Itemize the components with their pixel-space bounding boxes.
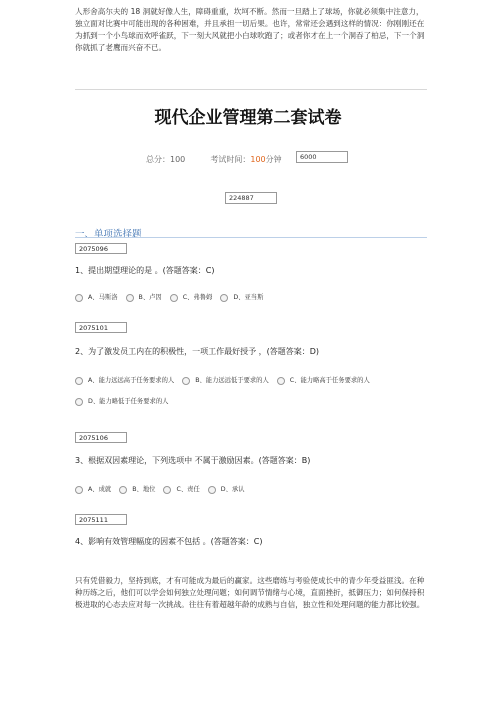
option-d[interactable] [75,396,168,408]
question-id-field[interactable]: 2075096 [75,243,127,254]
time-unit: 分钟 [265,155,282,164]
option-c[interactable] [170,292,213,304]
question-text: 4、影响有效管理幅度的因素不包括 。(答题答案：C) [75,537,263,546]
option-d[interactable] [208,484,245,496]
question-text: 3、根据双因素理论，下列选项中 不属于激励因素。(答题答案：B) [75,456,311,465]
radio-icon[interactable] [182,377,190,385]
option-label: B、地位 [132,486,156,493]
exam-info [146,154,282,165]
time-label: 考试时间： [210,155,251,164]
total-label: 总分： [146,155,170,164]
option-label: D、承认 [220,486,245,493]
radio-icon[interactable] [119,486,127,494]
option-label: C、能力略高于任务要求的人 [289,377,370,384]
paper-id-field[interactable]: 224887 [225,192,277,204]
option-d[interactable] [220,292,263,304]
radio-icon[interactable] [75,377,83,385]
time-value: 100 [250,155,266,164]
option-label: C、责任 [176,486,200,493]
option-b[interactable] [119,484,155,496]
radio-icon[interactable] [170,294,178,302]
radio-icon[interactable] [75,398,83,406]
intro-paragraph: 人形舍高尔夫的 18 洞就好像人生，障碍重重，坎坷不断。然而一旦踏上了球场，你就必须集中注意力，独立面对比赛中可能出现的各种困难，并且承担一切后果。也许，常常还会遇到这样的情况：你刚刚还在为抓到一个小鸟球而欢呼雀跃，下一刻大风就把小白球吹跑了；或者你才在上一个洞吞了柏忌，下一个洞你就抓了老鹰而兴奋不已。 [75,7,425,52]
option-b[interactable] [182,375,269,387]
option-label: B、能力远远低于要求的人 [195,377,269,384]
question-id-field[interactable]: 2075106 [75,432,127,443]
option-c[interactable] [163,484,199,496]
question-options [75,484,251,496]
option-label: D、亚当斯 [233,294,264,301]
radio-icon[interactable] [220,294,228,302]
question-options [75,292,269,304]
radio-icon[interactable] [75,294,83,302]
option-label: B、卢因 [138,294,162,301]
outro-paragraph: 只有凭借毅力，坚持到底，才有可能成为最后的赢家。这些磨练与考验使成长中的青少年受益匪浅。在种种历练之后，他们可以学会如何独立处理问题；如何调节情绪与心境，直面挫折，抵御压力；如何保持积极进取的心态去应对每一次挑战。往往有着超越年龄的成熟与自信，独立性和处理问题的能力都比较强。 [75,576,425,609]
radio-icon[interactable] [208,486,216,494]
option-c[interactable] [277,375,370,387]
question-id-field[interactable]: 2075101 [75,322,127,333]
option-b[interactable] [126,292,162,304]
exam-title: 现代企业管理第二套试卷 [154,108,342,128]
time-field[interactable]: 6000 [296,151,348,163]
radio-icon[interactable] [75,486,83,494]
question-text: 1、提出期望理论的是 。(答题答案：C) [75,266,215,275]
option-label: A、马斯洛 [88,294,118,301]
question-text: 2、为了激发员工内在的积极性，一项工作最好授予 ，(答题答案：D) [75,347,320,356]
question-options [75,375,376,408]
total-value: 100 [170,155,186,164]
option-label: A、成就 [88,486,112,493]
option-label: A、能力远远高于任务要求的人 [88,377,175,384]
option-a[interactable] [75,292,118,304]
option-a[interactable] [75,375,174,387]
option-label: C、弗鲁姆 [182,294,213,301]
radio-icon[interactable] [277,377,285,385]
section-divider [75,237,427,238]
option-label: D、能力略低于任务要求的人 [88,398,169,405]
option-a[interactable] [75,484,111,496]
header-divider [75,89,427,90]
section-title: 一、单项选择题 [75,229,142,240]
radio-icon[interactable] [163,486,171,494]
question-id-field[interactable]: 2075111 [75,514,127,525]
radio-icon[interactable] [126,294,134,302]
